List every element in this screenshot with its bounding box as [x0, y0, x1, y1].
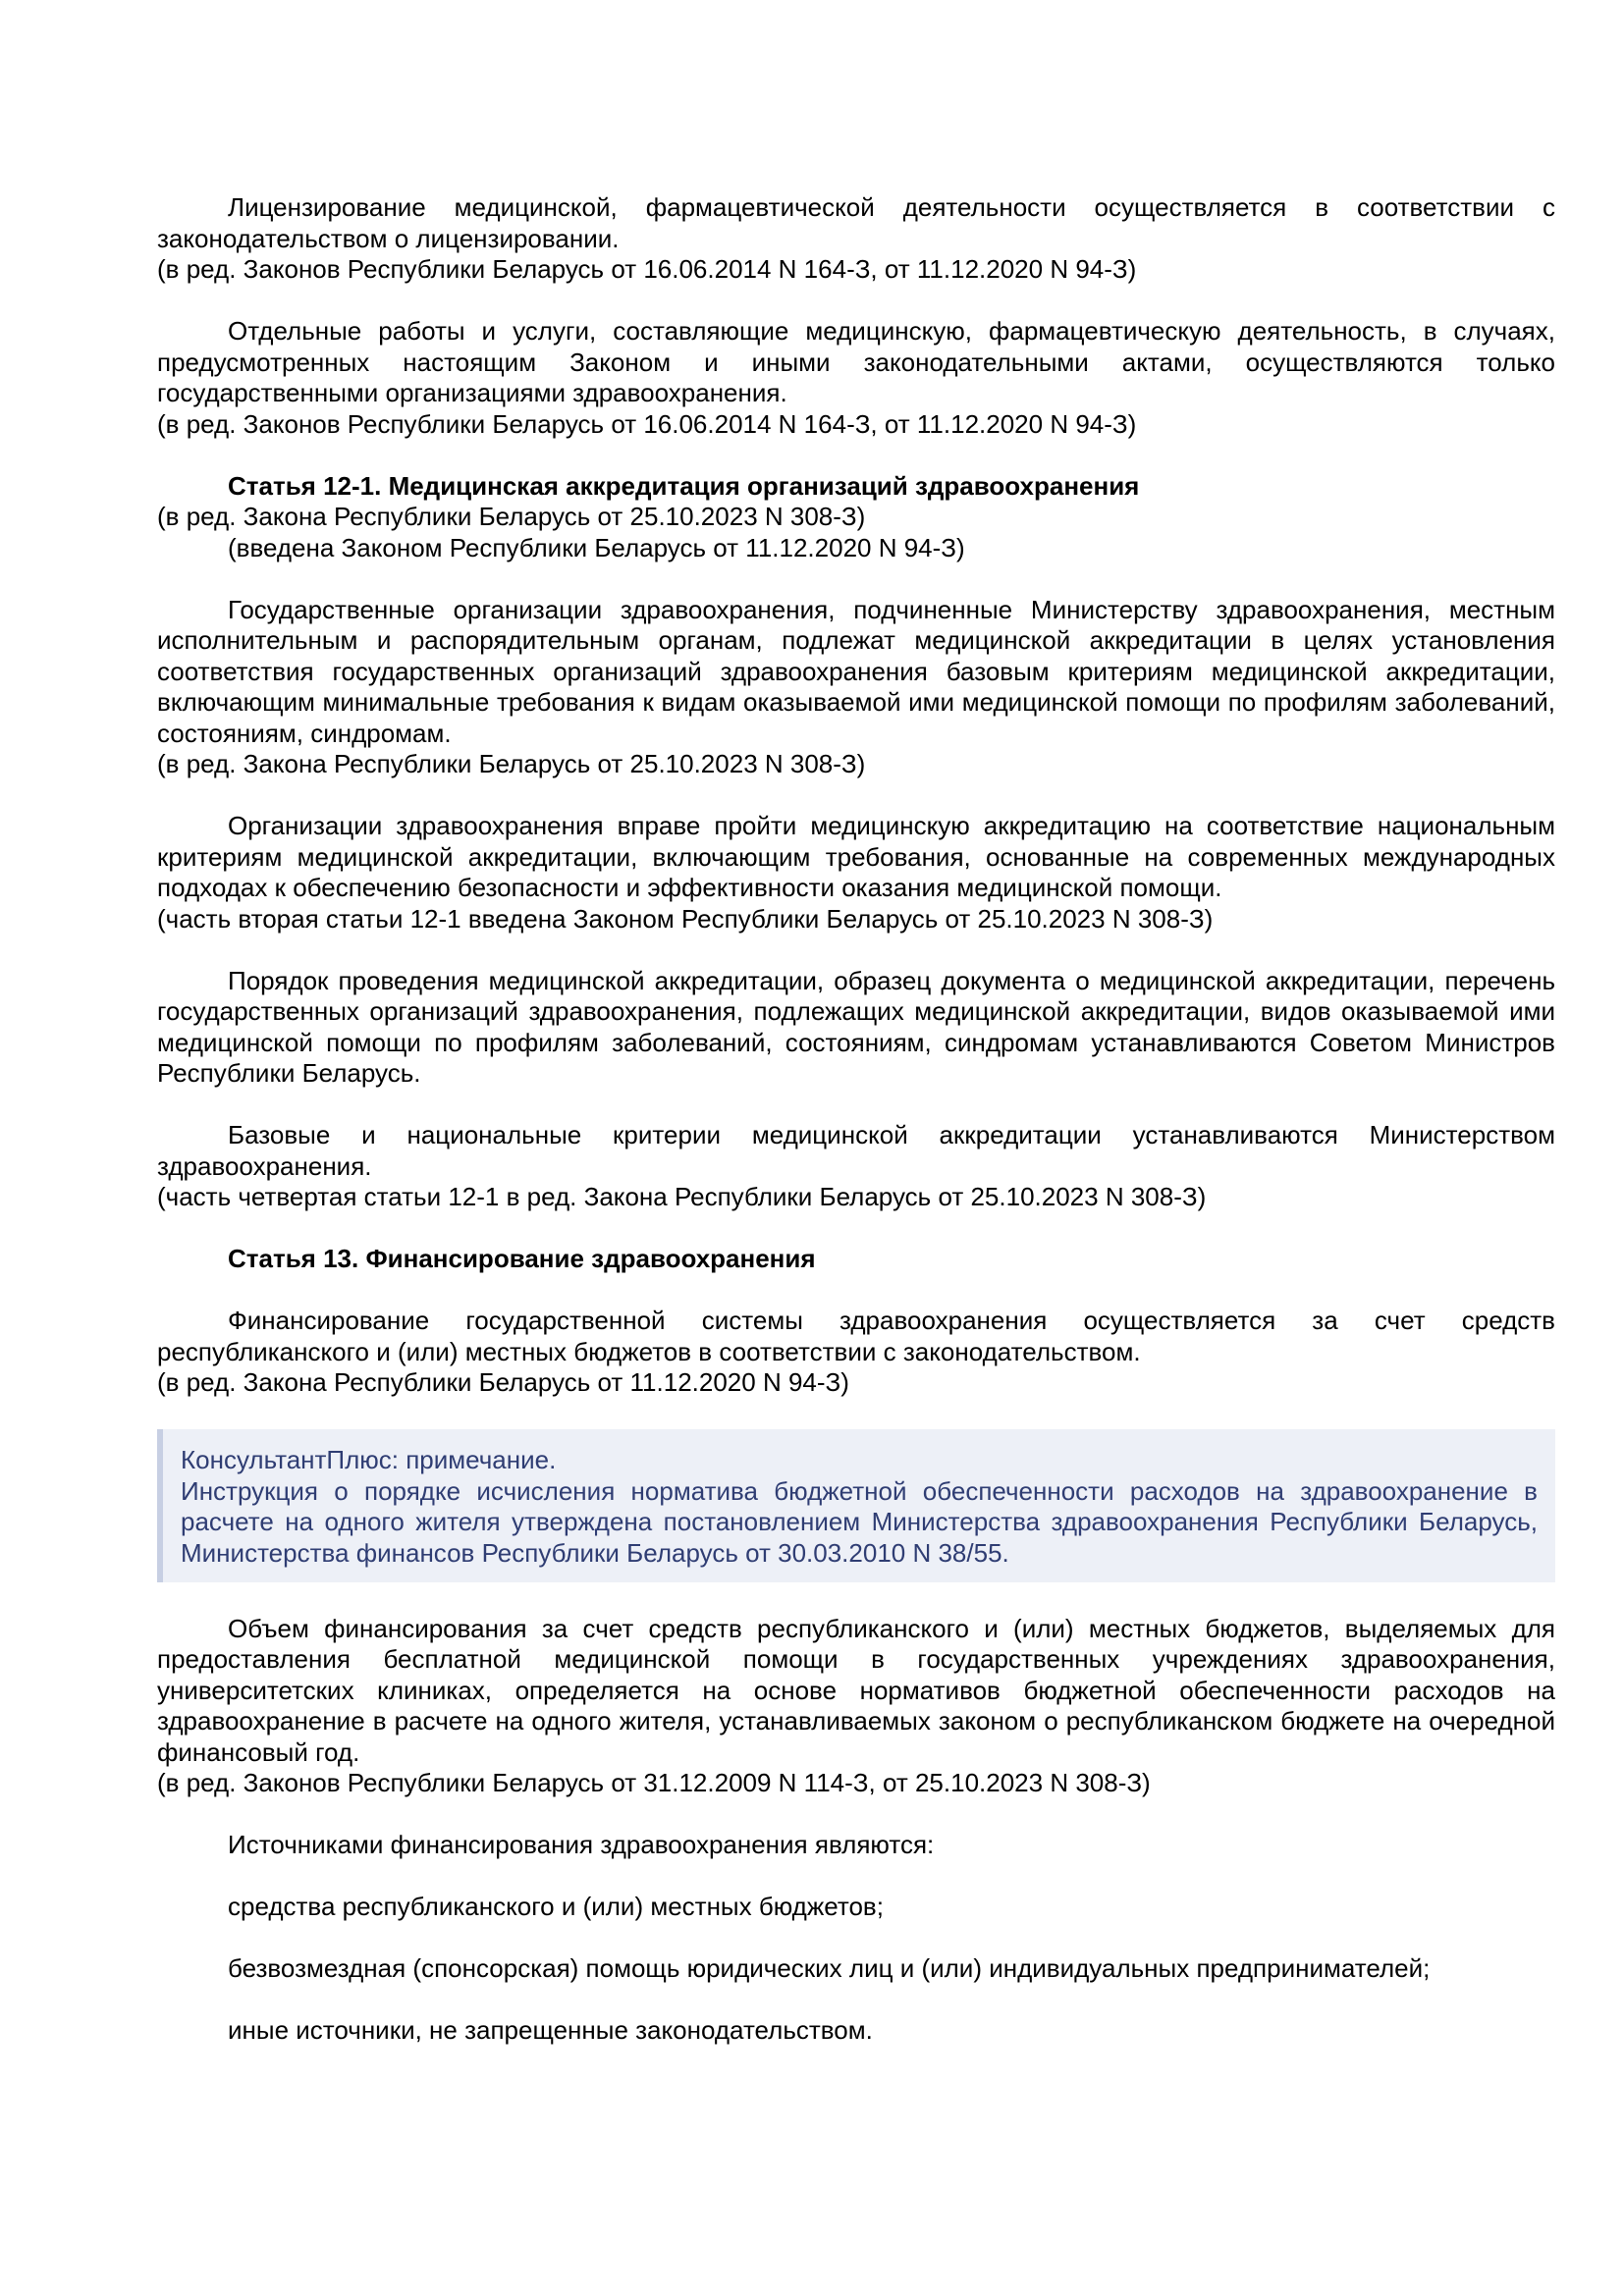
- edition-note: (часть вторая статьи 12-1 введена Законом Республики Беларусь от 25.10.2023 N 308-З): [157, 903, 1214, 934]
- paragraph: Объем финансирования за счет средств республиканского и (или) местных бюджетов, выделяемых для предоставления бесплатной медицинской помощи в государственных учреждениях здравоохранения, университетских клиниках, определяется на основе нормативов бюджетной обеспеченности расходов на здравоохранение в расчете на одного жителя, устанавливаемых законом о республиканском бюджете на очередной финансовый год.: [157, 1613, 1555, 1767]
- paragraph: Финансирование государственной системы здравоохранения осуществляется за счет средств республиканского и (или) местных бюджетов в соответствии с законодательством.: [157, 1306, 1555, 1366]
- paragraph: Организации здравоохранения вправе пройти медицинскую аккредитацию на соответствие национальным критериям медицинской аккредитации, включающим требования, основанные на современных международных подходах к обеспечению безопасности и эффективности оказания медицинской помощи.: [157, 811, 1555, 902]
- document-page: [157, 192, 1555, 2047]
- edition-note: (в ред. Закона Республики Беларусь от 11.12.2020 N 94-З): [157, 1367, 849, 1397]
- edition-note: (часть четвертая статьи 12-1 в ред. Закона Республики Беларусь от 25.10.2023 N 308-З): [157, 1182, 1207, 1211]
- paragraph: Лицензирование медицинской, фармацевтической деятельности осуществляется в соответствии с законодательством о лицензировании.: [157, 192, 1555, 253]
- sources-intro: Источниками финансирования здравоохранения являются:: [228, 1830, 935, 1859]
- list-item: иные источники, не запрещенные законодательством.: [228, 2015, 873, 2045]
- article-heading: Статья 12-1. Медицинская аккредитация организаций здравоохранения: [228, 470, 1140, 501]
- note-title: КонсультантПлюс: примечание.: [181, 1445, 557, 1474]
- edition-note: (в ред. Законов Республики Беларусь от 16.06.2014 N 164-З, от 11.12.2020 N 94-З): [157, 408, 1137, 439]
- consultant-note: [157, 1429, 1555, 1582]
- note-body: Инструкция о порядке исчисления норматива бюджетной обеспеченности расходов на здравоохранение в расчете на одного жителя утверждена постановлением Министерства здравоохранения Республики Беларусь, Министерства финансов Республики Беларусь от 30.03.2010 N 38/55.: [181, 1475, 1538, 1568]
- article-heading: Статья 13. Финансирование здравоохранения: [228, 1244, 816, 1273]
- edition-note: (в ред. Закона Республики Беларусь от 25.10.2023 N 308-З): [157, 749, 866, 778]
- edition-note: (в ред. Законов Республики Беларусь от 31.12.2009 N 114-З, от 25.10.2023 N 308-З): [157, 1768, 1151, 1797]
- introduction-note: (введена Законом Республики Беларусь от 11.12.2020 N 94-З): [228, 532, 965, 562]
- edition-note: (в ред. Законов Республики Беларусь от 16.06.2014 N 164-З, от 11.12.2020 N 94-З): [157, 254, 1137, 284]
- edition-note: (в ред. Закона Республики Беларусь от 25.10.2023 N 308-З): [157, 502, 866, 531]
- list-item: безвозмездная (спонсорская) помощь юридических лиц и (или) индивидуальных предпринимателей;: [228, 1953, 1431, 1983]
- paragraph: Отдельные работы и услуги, составляющие медицинскую, фармацевтическую деятельность, в случаях, предусмотренных настоящим Законом и иными законодательными актами, осуществляются только государственными организациями здравоохранения.: [157, 316, 1555, 407]
- paragraph: Государственные организации здравоохранения, подчиненные Министерству здравоохранения, местным исполнительным и распорядительным органам, подлежат медицинской аккредитации в целях установления соответствия государственных организаций здравоохранения базовым критериям медицинской аккредитации, включающим минимальные требования к видам оказываемой ими медицинской помощи по профилям заболеваний, состояниям, синдромам.: [157, 594, 1555, 748]
- paragraph: Порядок проведения медицинской аккредитации, образец документа о медицинской аккредитации, перечень государственных организаций здравоохранения, подлежащих медицинской аккредитации, видов оказываемой ими медицинской помощи по профилям заболеваний, состояниям, синдромам устанавливаются Советом Министров Республики Беларусь.: [157, 965, 1555, 1088]
- paragraph: Базовые и национальные критерии медицинской аккредитации устанавливаются Министерством здравоохранения.: [157, 1120, 1555, 1181]
- list-item: средства республиканского и (или) местных бюджетов;: [228, 1892, 884, 1921]
